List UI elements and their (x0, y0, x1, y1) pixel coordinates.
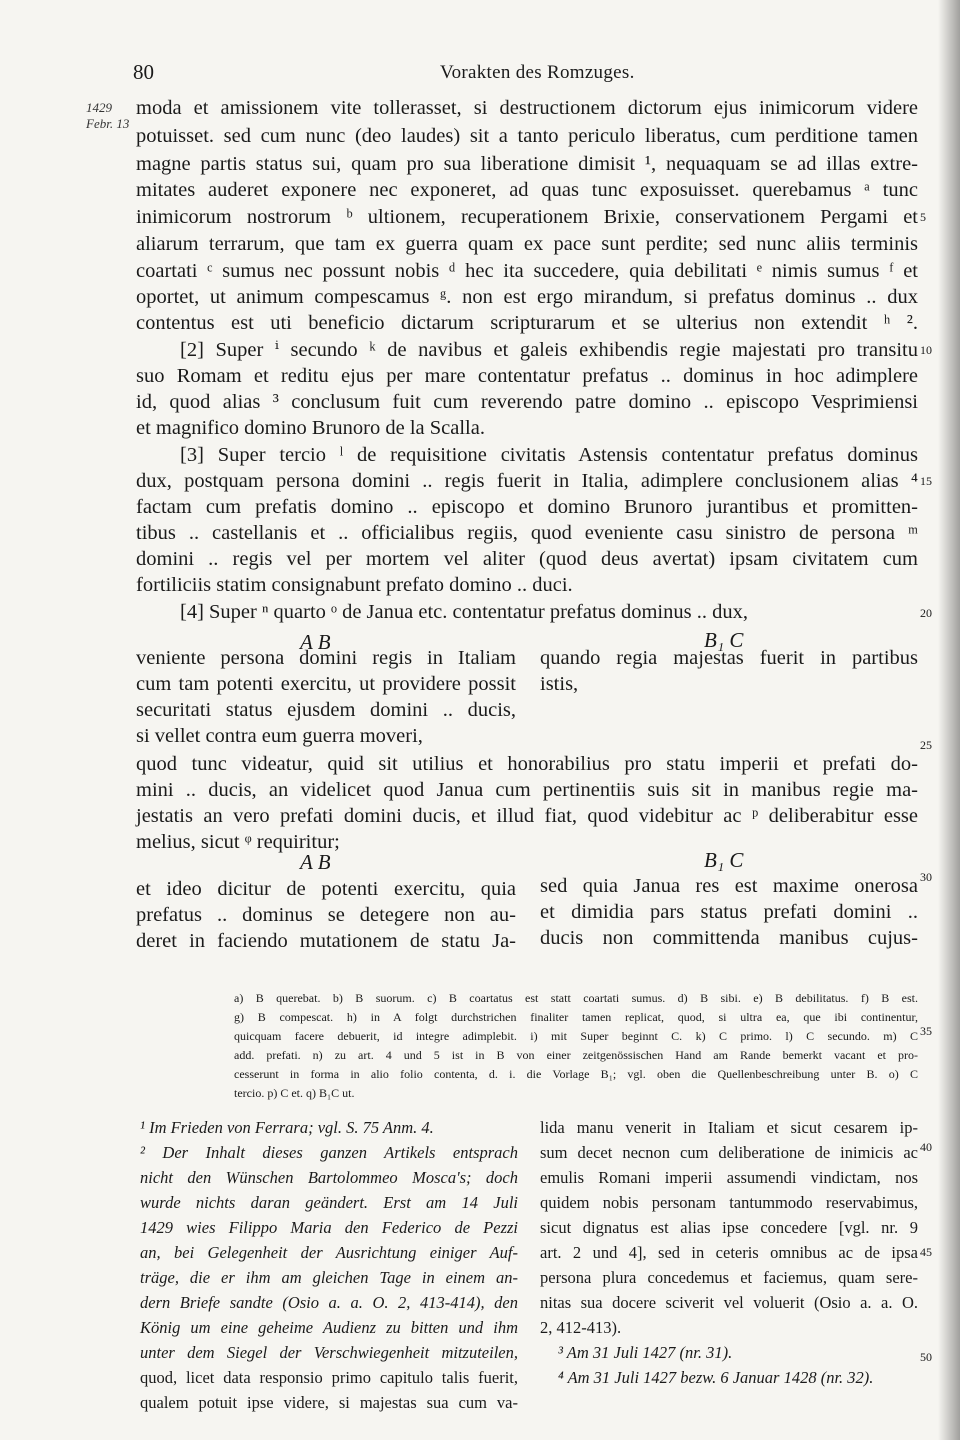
line-number: 45 (920, 1245, 932, 1259)
apparatus-line: a) B querebat. b) B suorum. c) B coartatus est statt coartati sumus. d) B sibi. e) B debilitatus. f) B est. (234, 991, 918, 1005)
column-a-line: et ideo dicitur de potenti exercitu, quia (136, 878, 516, 900)
column-a-line: veniente persona domini regis in Italiam (136, 647, 516, 669)
text-line: aliarum terrarum, que tam ex guerra quam ex pace sunt perdite; sed nunc aliis terminis (136, 233, 918, 255)
text-line: inimicorum nostrorum ᵇ ultionem, recuperationem Brixie, conservationem Pergami et (136, 206, 918, 228)
margin-date-year: 1429 (86, 100, 112, 115)
line-number: 25 (920, 738, 932, 752)
footnote-line: wurde nichts daran geändert. Erst am 14 Juli (140, 1193, 518, 1212)
apparatus-line: cesserunt in forma in alio folio contenta, d. i. die Vorlage B₁; vgl. oben die Quellenbeschreibung unter B. o) C (234, 1067, 918, 1081)
footnote-line: dern Briefe sandte (Osio a. a. O. 2, 413-414), den (140, 1293, 518, 1312)
text-line: tibus .. castellanis et .. officialibus regiis, quod eveniente casu sinistro de persona ᵐ (136, 522, 918, 544)
text-line: domini .. regis vel per mortem vel aliter (quod deus avertat) ipsam civitatem cum (136, 548, 918, 570)
column-b-line: ducis non committenda manibus cujus- (540, 927, 918, 949)
column-b-line: et dimidia pars status prefati domini .. (540, 901, 918, 923)
line-number: 15 (920, 474, 932, 488)
text-line: moda et amissionem vite tollerasset, si destructionem dictorum ejus inimicorum videre (136, 97, 918, 119)
column-b-line: istis, (540, 673, 579, 695)
footnote-line: träge, die er ihm am gleichen Tage in einem an- (140, 1268, 518, 1287)
footnote-line: ³ Am 31 Juli 1427 (nr. 31). (558, 1343, 733, 1362)
page-number: 80 (133, 60, 154, 84)
text-line: et magnifico domino Brunoro de la Scalla. (136, 417, 485, 439)
column-a-line: si vellet contra eum guerra moveri, (136, 725, 423, 747)
column-a-line: cum tam potenti exercitu, ut providere possit (136, 673, 516, 695)
footnote-line: 1429 wies Filippo Maria den Federico de Pezzi (140, 1218, 518, 1237)
text-line: mitates auderet exponere nec exponeret, ad quas tunc exposuisset. querebamus ᵃ tunc (136, 179, 918, 201)
page-header (133, 60, 918, 90)
footnote-line: qualem potuit ipse videre, si majestas sua cum va- (140, 1393, 518, 1412)
text-line: factam cum prefatis domino .. episcopo et domino Brunoro jurantibus et promitten- (136, 496, 918, 518)
text-line: magne partis status sui, quam pro sua liberatione dimisit ¹, nequaquam se ad illas extre- (136, 153, 918, 175)
footnote-line: quod, licet data responsio primo capitulo talis fuerit, (140, 1368, 518, 1387)
scan-shadow-edge (938, 0, 960, 1440)
column-siglum-a: A B (300, 630, 331, 654)
footnote-line: art. 2 und 4], sed in ceteris omnibus ac de ipsa (540, 1243, 918, 1262)
footnote-line: an, bei Gelegenheit der Ausrichtung einiger Auf- (140, 1243, 518, 1262)
line-number: 40 (920, 1140, 932, 1154)
footnote-line: emulis Romani imperii assumendi vindictam, nos (540, 1168, 918, 1187)
line-number: 10 (920, 343, 932, 357)
line-number: 50 (920, 1350, 932, 1364)
apparatus-line: quicquam facere debuerit, id integre adimplebit. i) mit Super beginnt C. k) C primo. l) C secundo. m) C (234, 1029, 918, 1043)
column-a-line: securitati status ejusdem domini .. ducis, (136, 699, 516, 721)
text-line: dux, postquam persona domini .. regis fuerit in Italia, adimplere conclusionem alias ⁴ (136, 470, 918, 492)
margin-date-day: Febr. 13 (86, 116, 130, 131)
apparatus-line: add. prefati. n) zu art. 4 und 5 ist in B von einer zeitgenössischen Hand am Rande bemerkt vacant et pro- (234, 1048, 918, 1062)
text-line: oportet, ut animum compescamus ᵍ. non est ergo mirandum, si prefatus dominus .. dux (136, 286, 918, 308)
text-line: contentus est uti beneficio dictarum scripturarum et se ulterius non extendit ʰ ². (136, 312, 918, 334)
footnote-line: persona plura concedemus et faciemus, quam sere- (540, 1268, 918, 1287)
column-b-line: sed quia Janua res est maxime onerosa (540, 875, 918, 897)
line-number: 35 (920, 1024, 932, 1038)
footnote-line: ² Der Inhalt dieses ganzen Artikels entsprach (140, 1143, 518, 1162)
footnote-line: nitas sua docere sciverit vel voluerit (Osio a. a. O. (540, 1293, 918, 1312)
column-a-line: deret in faciendo mutationem de statu Ja- (136, 930, 516, 952)
text-line: coartati ᶜ sumus nec possunt nobis ᵈ hec ita succedere, quia debilitati ᵉ nimis sumus ᶠ et (136, 260, 918, 282)
column-b-line: quando regia majestas fuerit in partibus (540, 647, 918, 669)
footnote-line: quidem nobis personam tantummodo reservabimus, (540, 1193, 918, 1212)
column-siglum-a: A B (300, 850, 331, 874)
text-line: jestatis an vero prefati domini ducis, et illud fiat, quod videbitur ac ᵖ deliberabitur esse (136, 805, 918, 827)
line-number: 5 (920, 210, 926, 224)
footnote-line: nicht den Wünschen Bartolommeo Mosca's; doch (140, 1168, 518, 1187)
apparatus-line: g) B compescat. h) in A folgt durchstrichen finaliter tamen replicat, quod, si ultra ea, que ibi continentur, (234, 1010, 918, 1024)
text-line: fortiliciis statim consignabunt prefato domino .. duci. (136, 574, 573, 596)
column-siglum-b: B₁ C (704, 628, 744, 652)
footnote-line: sum decet necnon cum deliberatione de inimicis ac (540, 1143, 918, 1162)
line-number: 20 (920, 606, 932, 620)
text-line: [2] Super ⁱ secundo ᵏ de navibus et galeis exhibendis regie majestati pro transitu (180, 339, 918, 361)
footnote-line: ⁴ Am 31 Juli 1427 bezw. 6 Januar 1428 (nr. 32). (558, 1368, 874, 1387)
footnote-line: lida manu venerit in Italiam et sicut cesarem ip- (540, 1118, 918, 1137)
footnote-line: 2, 412-413). (540, 1318, 622, 1337)
text-line: suo Romam et reditu ejus per mare contentatur prefatus .. dominus in hoc adimplere (136, 365, 918, 387)
footnote-line: sicut dignatus est alias ipse concedere [vgl. nr. 9 (540, 1218, 918, 1237)
text-line: quod tunc videatur, quid sit utilius et honorabilius pro statu imperii et prefati do- (136, 753, 918, 775)
footnote-line: ¹ Im Frieden von Ferrara; vgl. S. 75 Anm. 4. (140, 1118, 434, 1137)
apparatus-line: tercio. p) C et. q) B₁C ut. (234, 1086, 355, 1100)
footnote-line: König um eine geheime Audienz zu bitten und ihm (140, 1318, 518, 1337)
text-line: melius, sicut ᵠ requiritur; (136, 831, 340, 853)
text-line: [4] Super ⁿ quarto ᵒ de Janua etc. contentatur prefatus dominus .. dux, (180, 601, 748, 623)
text-line: id, quod alias ³ conclusum fuit cum reverendo patre domino .. episcopo Vesprimiensi (136, 391, 918, 413)
text-line: potuisset. sed cum nunc (deo laudes) sit a tanto periculo liberatus, cum perditione tamen (136, 125, 918, 147)
text-line: [3] Super tercio ˡ de requisitione civitatis Astensis contentatur prefatus dominus (180, 444, 918, 466)
running-title: Vorakten des Romzuges. (440, 62, 635, 83)
column-a-line: prefatus .. dominus se detegere non au- (136, 904, 516, 926)
line-number: 30 (920, 870, 932, 884)
footnote-line: unter dem Siegel der Verschwiegenheit mitzuteilen, (140, 1343, 518, 1362)
column-siglum-b: B₁ C (704, 848, 744, 872)
text-line: mini .. ducis, an videlicet quod Janua cum pertinentiis suis sit in manibus regie ma- (136, 779, 918, 801)
